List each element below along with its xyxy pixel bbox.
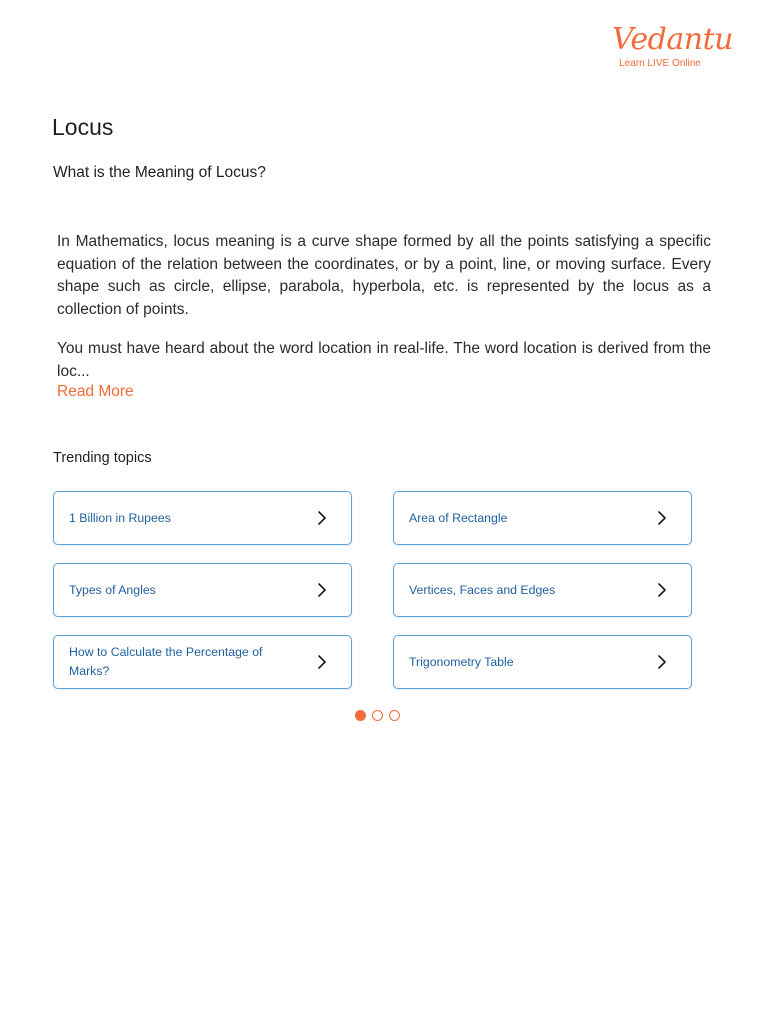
logo-wordmark: Vedantu [612, 22, 733, 57]
section-subtitle: What is the Meaning of Locus? [53, 164, 266, 181]
topic-label: 1 Billion in Rupees [69, 510, 171, 525]
topic-label: How to Calculate the Percentage of Marks? [69, 645, 263, 678]
chevron-right-icon [315, 511, 329, 525]
article-paragraph: You must have heard about the word location in real-life. The word location is derived from the loc... [57, 339, 711, 380]
logo-tagline: Learn LIVE Online [619, 58, 701, 69]
trending-topics-heading: Trending topics [53, 450, 152, 466]
carousel-dot[interactable] [372, 710, 383, 721]
chevron-right-icon [315, 583, 329, 597]
carousel-dot[interactable] [389, 710, 400, 721]
article-paragraph: In Mathematics, locus meaning is a curve shape formed by all the points satisfying a specific equation of the relation between the coordinates, or by a point, line, or moving surface. Every shape such as circle, ellipse, parabola, hyperbola, etc. is represented by the locus as a collection of points. [57, 233, 711, 319]
trending-topic-card[interactable] [53, 635, 352, 689]
trending-topic-card[interactable] [393, 563, 692, 617]
topic-label: Area of Rectangle [409, 510, 508, 525]
vedantu-logo[interactable] [612, 22, 733, 70]
topic-label: Types of Angles [69, 582, 156, 597]
carousel-pagination [355, 710, 400, 721]
trending-topic-card[interactable] [393, 491, 692, 545]
chevron-right-icon [655, 583, 669, 597]
topic-label: Trigonometry Table [409, 654, 514, 669]
read-more-link[interactable]: Read More [57, 383, 134, 400]
topic-label: Vertices, Faces and Edges [409, 582, 556, 597]
article-body [57, 231, 711, 383]
chevron-right-icon [655, 511, 669, 525]
trending-topic-card[interactable] [53, 563, 352, 617]
chevron-right-icon [315, 655, 329, 669]
page-title: Locus [52, 114, 114, 140]
trending-topic-card[interactable] [53, 491, 352, 545]
chevron-right-icon [655, 655, 669, 669]
trending-topic-card[interactable] [393, 635, 692, 689]
carousel-dot-active[interactable] [355, 710, 366, 721]
